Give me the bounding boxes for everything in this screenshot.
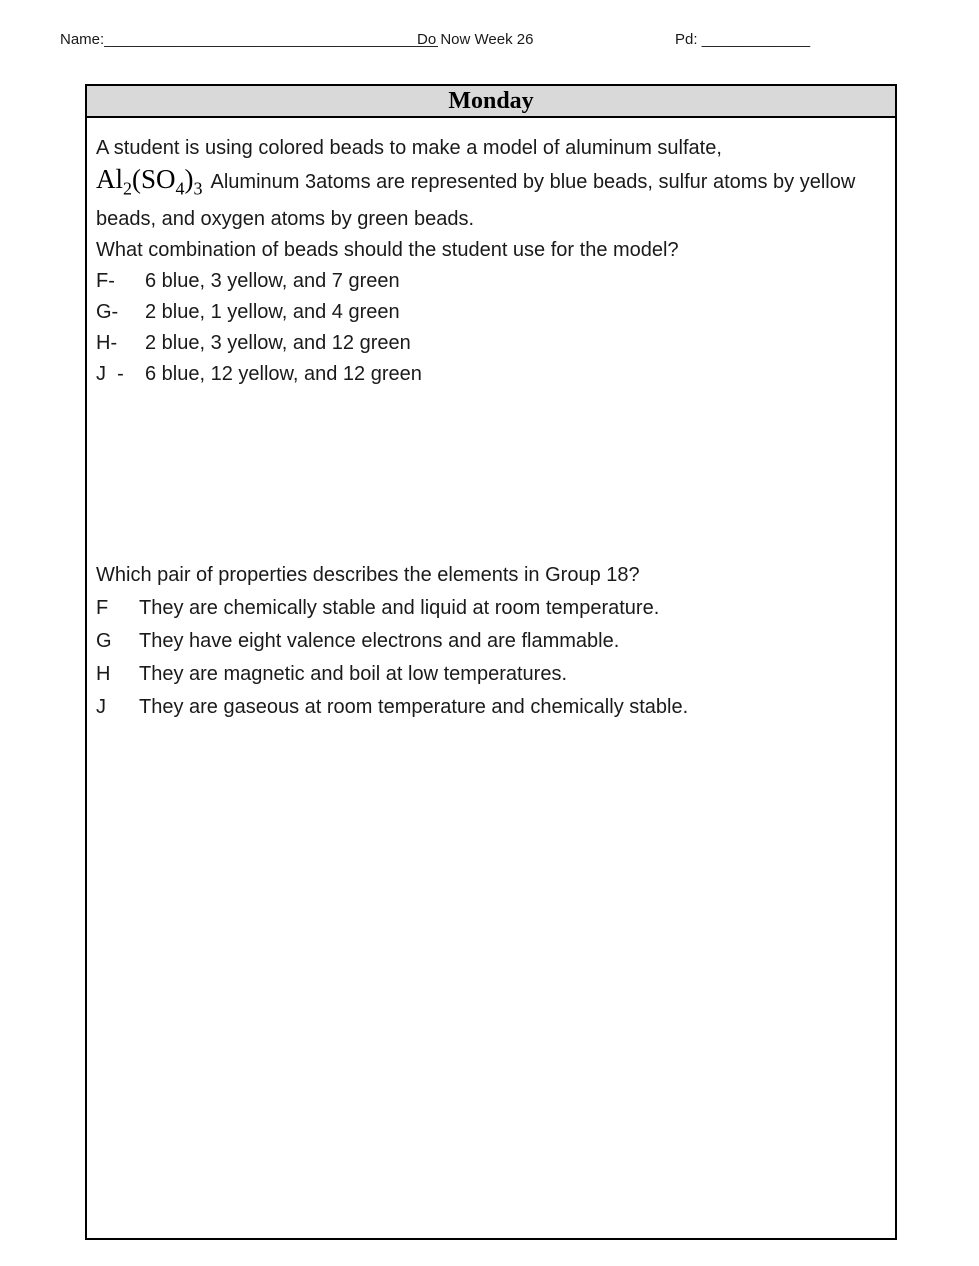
question-1-intro: A student is using colored beads to make a model of aluminum sulfate, xyxy=(96,137,722,159)
choice-text: 2 blue, 3 yellow, and 12 green xyxy=(145,332,411,355)
monday-title: Monday xyxy=(87,86,895,118)
choice-letter: F xyxy=(96,597,109,620)
choice-text: 2 blue, 1 yellow, and 4 green xyxy=(145,301,400,324)
choice-letter: H xyxy=(96,663,111,686)
chemical-formula xyxy=(96,164,203,199)
choice-text: 6 blue, 3 yellow, and 7 green xyxy=(145,270,400,293)
document-title: Do Now Week 26 xyxy=(417,31,534,48)
choice-letter: J - xyxy=(96,363,124,386)
formula-part: (SO xyxy=(132,164,176,194)
question-1 xyxy=(96,133,883,390)
monday-section xyxy=(85,84,897,1240)
choice-row xyxy=(96,593,883,624)
choice-letter: J xyxy=(96,696,106,719)
choice-row xyxy=(96,297,883,328)
period-field xyxy=(675,31,810,48)
choice-row xyxy=(96,626,883,657)
choice-row xyxy=(96,659,883,690)
formula-part: ) xyxy=(184,164,194,194)
question-2 xyxy=(96,560,883,723)
choice-text: They have eight valence electrons and are flammable. xyxy=(139,630,620,653)
choice-text: 6 blue, 12 yellow, and 12 green xyxy=(145,363,422,386)
choice-row xyxy=(96,692,883,723)
choice-letter: H- xyxy=(96,332,118,355)
choice-text: They are gaseous at room temperature and chemically stable. xyxy=(139,696,689,719)
formula-subscript: 3 xyxy=(193,178,203,199)
question-1-description: Aluminum 3atoms are represented by blue beads, sulfur atoms by yellow beads, and oxygen atoms by green beads. xyxy=(96,171,856,231)
question-2-prompt: Which pair of properties describes the elements in Group 18? xyxy=(96,564,640,587)
period-label: Pd: xyxy=(675,31,698,48)
formula-subscript: 4 xyxy=(175,178,185,199)
name-blank-line: ________________________________________ xyxy=(104,31,438,48)
name-label: Name: xyxy=(60,31,105,48)
choice-text: They are chemically stable and liquid at room temperature. xyxy=(139,597,660,620)
choice-letter: F- xyxy=(96,270,126,293)
name-field xyxy=(60,31,438,48)
monday-content xyxy=(87,118,895,723)
choice-letter: G xyxy=(96,630,112,653)
question-1-formula-line xyxy=(96,164,883,235)
formula-subscript: 2 xyxy=(123,178,132,199)
choice-row xyxy=(96,266,883,297)
question-1-prompt: What combination of beads should the student use for the model? xyxy=(96,239,679,262)
choice-text: They are magnetic and boil at low temperatures. xyxy=(139,663,567,686)
choice-letter: G- xyxy=(96,301,119,324)
choice-row xyxy=(96,359,883,390)
period-blank-line: _____________ xyxy=(701,31,811,48)
formula-part: Al xyxy=(96,164,123,194)
page-header xyxy=(0,31,979,51)
choice-row xyxy=(96,328,883,359)
